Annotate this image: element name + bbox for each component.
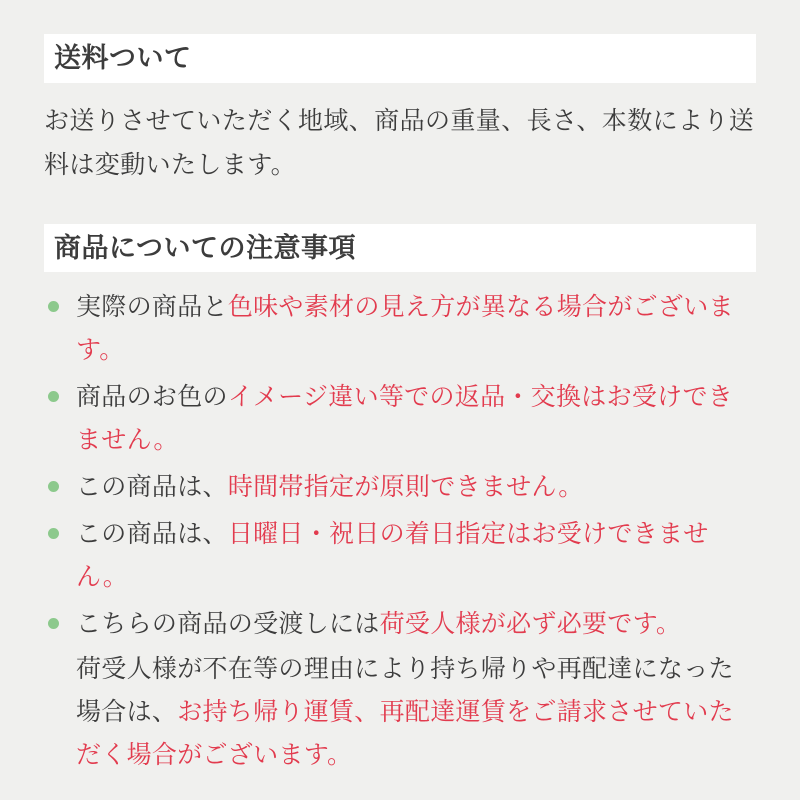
list-item [44,376,756,462]
note-highlight: 色味や素材の見え方が異なる場合がございます。 [76,293,734,364]
note-lead: この商品は、 [76,473,228,501]
note-sub-line [76,648,756,777]
bullet-icon [48,481,59,492]
note-highlight: 日曜日・祝日の着日指定はお受けできません。 [76,520,709,591]
list-item [44,286,756,372]
bullet-icon [48,301,59,312]
product-notes-list [44,286,756,777]
bullet-icon [48,528,59,539]
note-lead: 実際の商品と [76,293,228,321]
note-sub-lead: 荷受人様が不在等の理由により持ち帰りや再配達になった場合は、 [76,655,734,726]
note-highlight: 時間帯指定が原則できません。 [227,473,584,501]
note-highlight: 荷受人様が必ず必要です。 [379,610,682,638]
note-highlight: イメージ違い等での返品・交換はお受けできません。 [76,383,734,454]
section-heading-shipping: 送料ついて [44,34,756,83]
list-item [44,603,756,777]
note-sub-highlight: お持ち帰り運賃、再配達運賃をご請求させていただく場合がございます。 [76,698,734,769]
list-item [44,513,756,599]
shipping-description: お送りさせていただく地域、商品の重量、長さ、本数により送料は変動いたします。 [44,106,755,179]
note-lead: 商品のお色の [76,383,228,411]
note-lead: こちらの商品の受渡しには [76,610,380,638]
bullet-icon [48,618,59,629]
note-lead: この商品は、 [76,520,228,548]
bullet-icon [48,391,59,402]
section-heading-product-notes: 商品についての注意事項 [44,224,756,273]
list-item [44,466,756,509]
